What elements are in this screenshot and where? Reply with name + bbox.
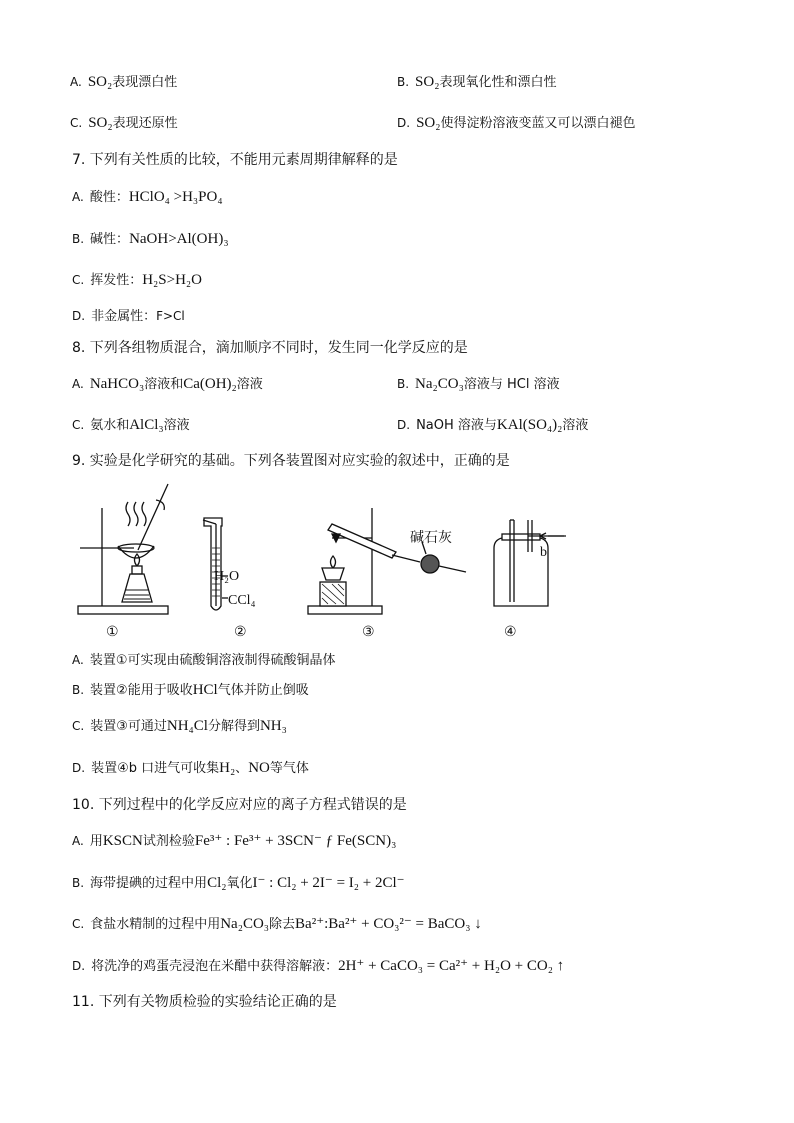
apparatus-3-heating-tube (308, 508, 466, 614)
q6-option-a: A. SO₂表现漂白性 (70, 74, 178, 90)
q8-option-a: A. NaHCO₃溶液和Ca(OH)₂溶液 (72, 376, 263, 392)
inlet-b-label: b (540, 545, 547, 560)
q9-option-a: A. 装置①可实现由硫酸铜溶液制得硫酸铜晶体 (72, 653, 336, 668)
q6-b-formula: SO₂ (415, 74, 440, 90)
apparatus-label-4: ④ (504, 625, 517, 640)
q9-option-c: C. 装置③可通过NH₄Cl分解得到NH₃ (72, 718, 287, 734)
q10-stem: 10. 下列过程中的化学反应对应的离子方程式错误的是 (72, 797, 407, 813)
q8-option-b: B. Na₂CO₃溶液与 HCl 溶液 (397, 376, 560, 392)
q10-option-d: D. 将洗净的鸡蛋壳浸泡在米醋中获得溶解液：2H⁺ + CaCO₃ = Ca²⁺ + H₂O + CO₂ ↑ (72, 958, 565, 974)
q8-option-c: C. 氨水和AlCl₃溶液 (72, 417, 190, 433)
apparatus-label-2: ② (234, 625, 247, 640)
apparatus-2-test-tube (203, 518, 228, 610)
q9-stem: 9. 实验是化学研究的基础。下列各装置图对应实验的叙述中，正确的是 (72, 453, 510, 469)
q10-option-a: A. 用KSCN试剂检验Fe³⁺ : Fe³⁺ + 3SCN⁻ ƒ Fe(SCN)₃ (72, 833, 397, 849)
q7-option-b: B. 碱性：NaOH>Al(OH)₃ (72, 231, 229, 247)
q10-option-c: C. 食盐水精制的过程中用Na₂CO₃除去Ba²⁺:Ba²⁺ + CO₃²⁻ = BaCO₃ ↓ (72, 916, 482, 932)
apparatus-4-gas-bottle (494, 520, 566, 606)
apparatus-label-3: ③ (362, 625, 375, 640)
apparatus-label-1: ① (106, 625, 119, 640)
q11-stem: 11. 下列有关物质检验的实验结论正确的是 (72, 994, 337, 1010)
q7-option-d: D. 非金属性：F>Cl (72, 309, 185, 324)
q6-option-d: D. SO₂使得淀粉溶液变蓝又可以漂白褪色 (397, 115, 636, 131)
q7-option-c: C. 挥发性：H₂S>H₂O (72, 272, 202, 288)
q9-apparatus-figure (70, 478, 580, 643)
soda-lime-label: 碱石灰 (410, 531, 452, 546)
q9-option-b: B. 装置②能用于吸收HCl气体并防止倒吸 (72, 682, 309, 698)
q9-option-d: D. 装置④b 口进气可收集H₂、NO等气体 (72, 760, 309, 776)
h2o-label: H₂O (214, 569, 240, 584)
apparatus-1-evaporation (78, 484, 168, 614)
q8-option-d: D. NaOH 溶液与KAl(SO₄)₂溶液 (397, 417, 589, 433)
q6-c-formula: SO₂ (88, 115, 113, 131)
q7-option-a: A. 酸性：HClO₄ >H₃PO₄ (72, 189, 223, 205)
q7-stem: 7. 下列有关性质的比较，不能用元素周期律解释的是 (72, 152, 398, 168)
q6-d-formula: SO₂ (416, 115, 441, 131)
q10-option-b: B. 海带提碘的过程中用Cl₂氧化I⁻ : Cl₂ + 2I⁻ = I₂ + 2Cl⁻ (72, 875, 405, 891)
q8-stem: 8. 下列各组物质混合，滴加顺序不同时，发生同一化学反应的是 (72, 340, 468, 356)
q6-a-formula: SO₂ (87, 74, 113, 90)
ccl4-label: CCl₄ (228, 593, 256, 608)
q6-option-b: B. SO₂表现氧化性和漂白性 (397, 74, 557, 90)
q6-option-c: C. SO₂表现还原性 (70, 115, 178, 131)
